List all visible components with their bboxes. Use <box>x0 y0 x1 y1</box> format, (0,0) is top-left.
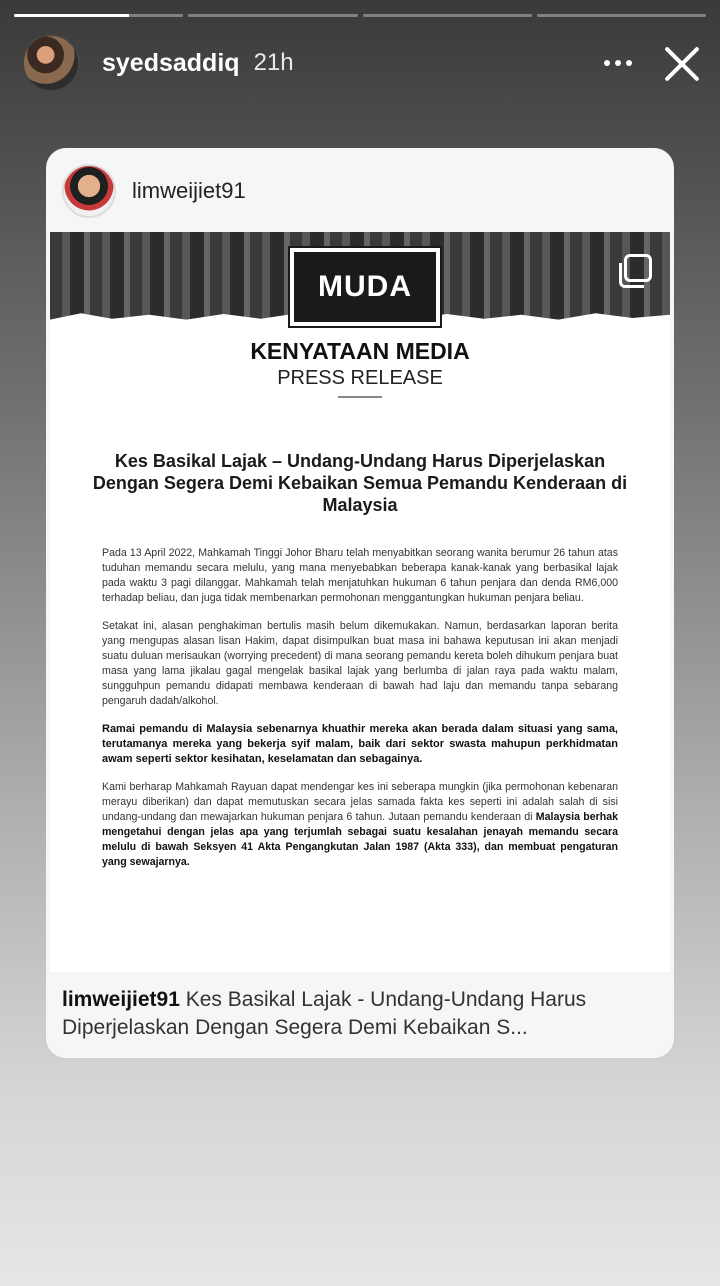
post-header <box>46 148 674 234</box>
divider <box>338 396 382 398</box>
muda-logo <box>290 248 440 326</box>
paragraph <box>102 780 618 870</box>
progress-segment <box>537 14 706 17</box>
progress-segment <box>188 14 357 17</box>
doc-title: KENYATAAN MEDIA <box>250 338 470 364</box>
story-time: 21h <box>253 49 294 76</box>
shared-post-card[interactable] <box>46 148 674 1058</box>
avatar[interactable] <box>22 34 80 92</box>
more-options-icon[interactable] <box>598 43 638 83</box>
press-release-image <box>50 232 670 972</box>
doc-body <box>102 546 618 870</box>
paragraph: Ramai pemandu di Malaysia sebenarnya khuathir mereka akan berada dalam situasi yang sama, terutamanya mereka yang bekerja syif malam, baik dari sektor swasta mahupun perkhidmatan awam seperti sektor kesihatan, keselamatan dan sebagainya. <box>102 723 618 765</box>
progress-segment <box>14 14 183 17</box>
progress-fill <box>14 14 129 17</box>
paragraph-text: Kami berharap Mahkamah Rayuan dapat mendengar kes ini seberapa mungkin (jika permohonan kebenaran merayu diberikan) dan dapat memutuskan secara jelas samada fakta kes seperti ini adalah salah di sisi undang-undang dan mewajarkan hukuman penjara 6 tahun. Jutaan pemandu kenderaan di <box>102 781 618 823</box>
close-icon[interactable] <box>662 43 702 83</box>
doc-headline: Kes Basikal Lajak – Undang-Undang Harus Diperjelaskan Dengan Segera Demi Kebaikan Semua Pemandu Kenderaan di Malaysia <box>92 451 628 515</box>
story-username[interactable]: syedsaddiq <box>102 48 240 77</box>
multiple-photos-icon <box>624 254 652 282</box>
doc-subtitle: PRESS RELEASE <box>277 367 443 389</box>
post-avatar[interactable] <box>62 164 116 218</box>
caption-text: Kes Basikal Lajak - Undang-Undang Harus Diperjelaskan Dengan Segera Demi Kebaikan S... <box>62 988 587 1039</box>
paragraph: Setakat ini, alasan penghakiman bertulis masih belum dikemukakan. Namun, berdasarkan laporan berita yang mengupas alasan lisan Hakim, dapat disimpulkan buat masa ini bahawa keputusan ini akan menjadi suatu duluan merisaukan (worrying precedent) di mana seorang pemandu kereta boleh dihukum penjara buat masa yang lama jikalau gagal mengelak basikal lajak yang berlumba di jalan raya pada waktu malam, sungguhpun pemandu didapati membawa kenderaan di bawah had laju dan memandu tanpa sebarang pengaruh dadah/alkohol. <box>102 620 618 707</box>
story-header <box>22 34 702 92</box>
caption-username[interactable]: limweijiet91 <box>62 988 180 1011</box>
story-progress <box>14 14 706 17</box>
post-username[interactable]: limweijiet91 <box>132 178 246 203</box>
post-caption <box>62 986 658 1042</box>
paragraph-bold-text: Malaysia berhak mengetahui dengan jelas apa yang terjumlah sebagai suatu kesalahan jenayah memandu secara melulu di bawah Seksyen 41 Akta Pengangkutan Jalan 1987 (Akta 333), dan membuat pengaturan yang sewajarnya. <box>102 811 618 868</box>
paragraph: Pada 13 April 2022, Mahkamah Tinggi Johor Bharu telah menyabitkan seorang wanita berumur 26 tahun atas tuduhan memandu secara melulu, yang mana menyebabkan beberapa kanak-kanak yang berbasikal lajak pada waktu 3 pagi dilanggar. Mahkamah telah menjatuhkan hukuman 6 tahun penjara dan denda RM6,000 terhadap beliau, dan juga tidak membenarkan permohonan menggantungkan hukuman penjara beliau. <box>102 547 618 604</box>
progress-segment <box>363 14 532 17</box>
logo-text: MUDA <box>318 270 412 303</box>
